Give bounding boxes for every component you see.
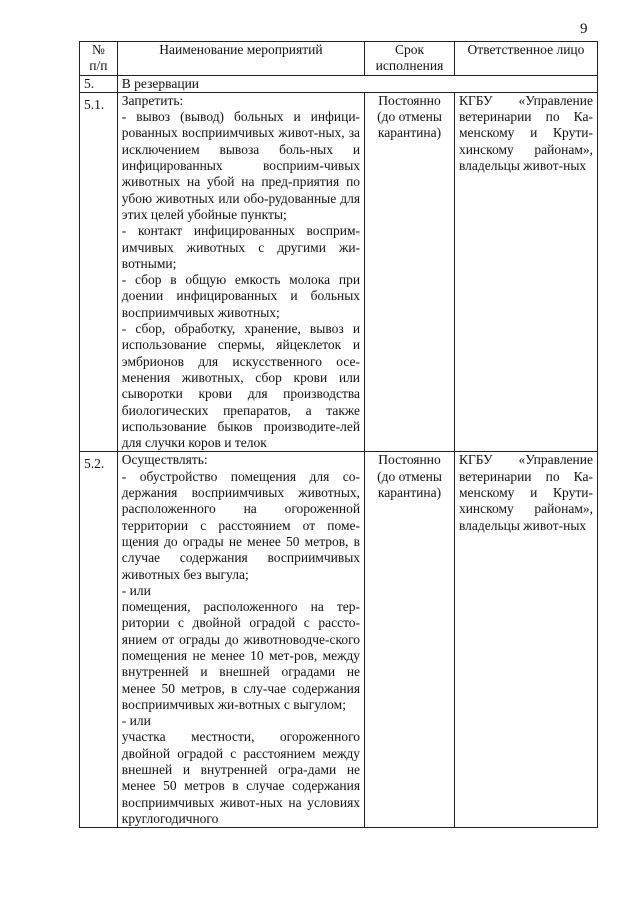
row-text: Запретить: - вывоз (вывод) больных и инфици-рованных восприимчивых живот-ных, за исключением вывоза боль-ных и инфицированных восприим-чивых животных на убой на пред-приятия по убою животных или обо-рудованные для этих целей убойные пункты; - контакт инфицированных восприм-имчивых животных с другими жи-вотными; - сбор в общую емкость молока при доении инфицированных и больных восприимчивых животных; - сбор, обработку, хранение, вывоз и использование спермы, яйцеклеток и эмбрионов для искусственного осе-менения животных, сбор крови или сыворотки крови для производства биологических препаратов, а также использование быков производите-лей для случки коров и телок — [117, 92, 364, 452]
row-num: 5.2. — [80, 452, 118, 828]
row-num: 5.1. — [80, 92, 118, 452]
row-term: Постоянно (до отмены карантина) — [365, 452, 455, 828]
page-number: 9 — [580, 21, 588, 37]
row-text: Осуществлять: - обустройство помещения для со-держания восприимчивых животных, расположенного на огороженной территории с расстоянием от поме-щения до ограды не менее 50 метров, в случае содержания восприимчивых животных без выгула; - или помещения, расположенного на тер-ритории с двойной оградой с рассто-янием от ограды до животноводче-ского помещения не менее 10 мет-ров, между внутренней и внешней оградами не менее 50 метров, в слу-чае содержания восприимчивых жи-вотных с выгулом; - или участка местности, огороженного двойной оградой с расстоянием между внешней и внутренней огра-дами не менее 50 метров в случае содержания восприимчивых живот-ных на условиях круглогодичного — [117, 452, 364, 828]
row-responsible: КГБУ «Управление ветеринарии по Ка-менскому и Крути-хинскому районам», владельцы живот-ных — [454, 452, 597, 828]
table-row — [80, 452, 598, 828]
section-num: 5. — [80, 75, 118, 92]
header-name: Наименование мероприятий — [117, 42, 364, 76]
table-header-row — [80, 42, 598, 76]
section-row — [80, 75, 598, 92]
row-responsible: КГБУ «Управление ветеринарии по Ка-менскому и Крути-хинскому районам», владельцы живот-ных — [454, 92, 597, 452]
table-row — [80, 92, 598, 452]
header-num: № п/п — [80, 42, 118, 76]
row-term: Постоянно (до отмены карантина) — [365, 92, 455, 452]
header-term: Срок исполнения — [365, 42, 455, 76]
measures-table — [79, 41, 598, 828]
header-responsible: Ответственное лицо — [454, 42, 597, 76]
section-title: В резервации — [117, 75, 597, 92]
